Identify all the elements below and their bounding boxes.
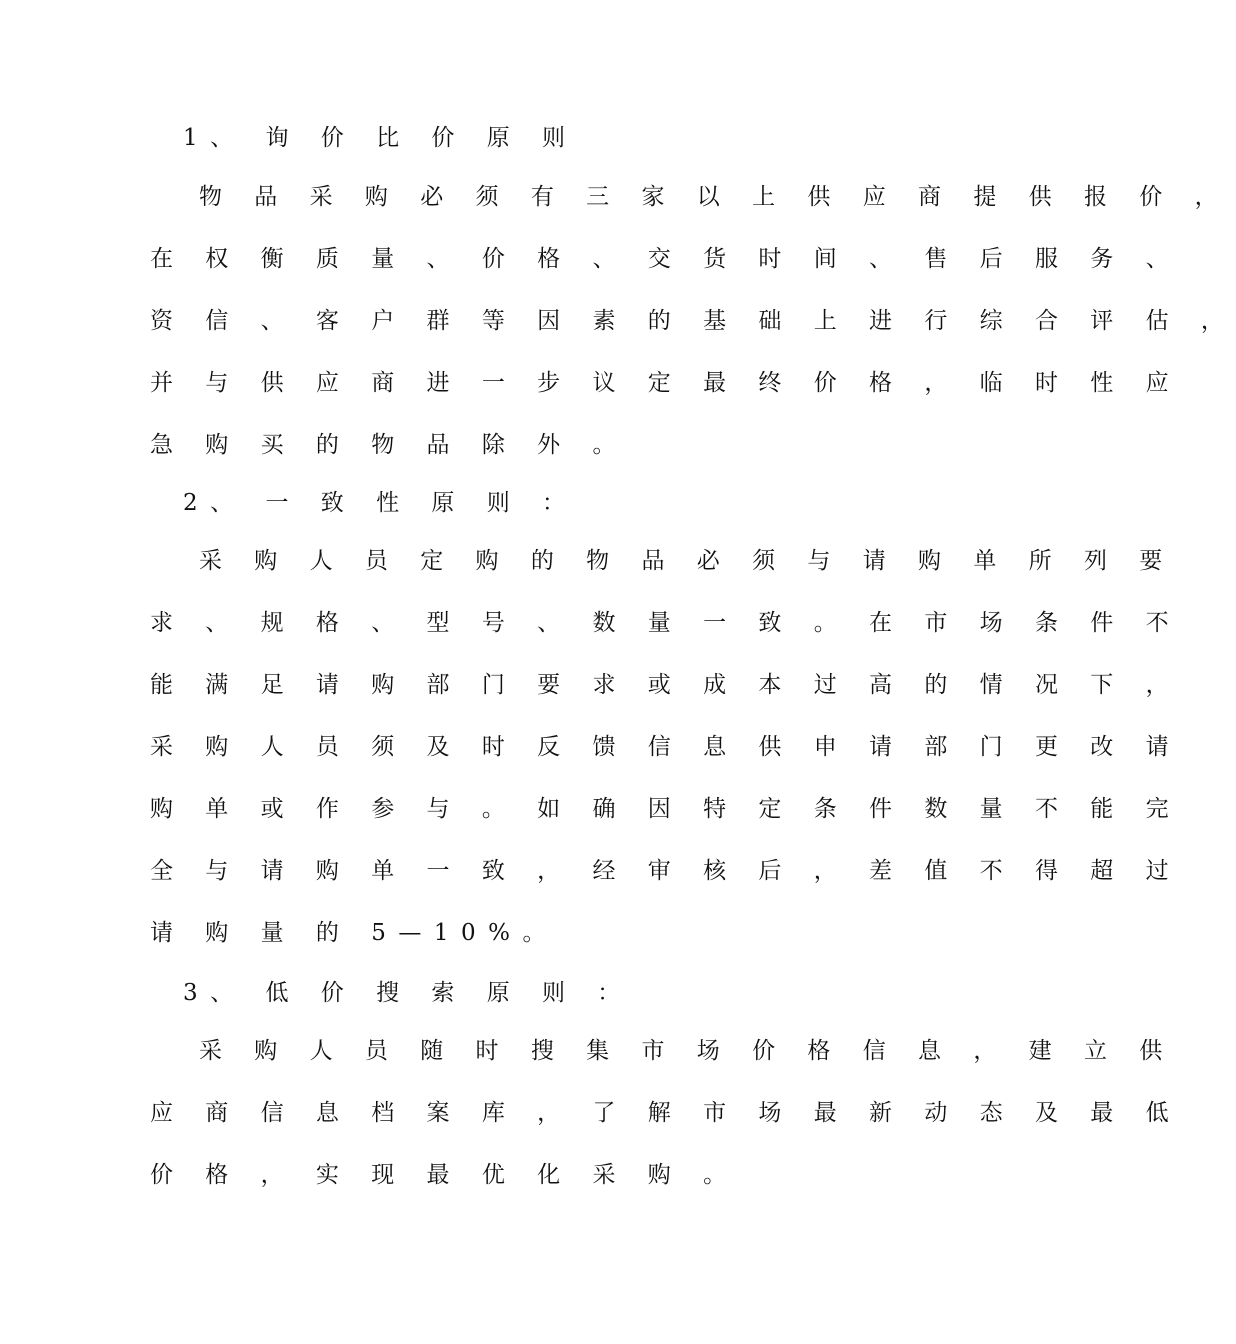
section-3-line-3: 价 格 ， 实 现 最 优 化 采 购 。 <box>150 1162 739 1188</box>
section-2-line-3: 能 满 足 请 购 部 门 要 求 或 成 本 过 高 的 情 况 下 ， <box>150 672 1182 698</box>
section-2-line-7: 请 购 量 的 5—10%。 <box>150 920 558 946</box>
section-2-line-2: 求 、 规 格 、 型 号 、 数 量 一 致 。 在 市 场 条 件 不 <box>150 610 1182 636</box>
section-2-line-1: 采 购 人 员 定 购 的 物 品 必 须 与 请 购 单 所 列 要 <box>199 548 1175 574</box>
section-2-line-4: 采 购 人 员 须 及 时 反 馈 信 息 供 申 请 部 门 更 改 请 <box>150 734 1182 760</box>
section-1-line-5: 急 购 买 的 物 品 除 外 。 <box>150 432 628 458</box>
section-1-line-4: 并 与 供 应 商 进 一 步 议 定 最 终 价 格 ， 临 时 性 应 <box>150 370 1182 396</box>
section-3-line-1: 采 购 人 员 随 时 搜 集 市 场 价 格 信 息 ， 建 立 供 <box>199 1038 1175 1064</box>
section-3-heading: 3、 低 价 搜 索 原 则 ： <box>183 980 633 1006</box>
section-2-line-5: 购 单 或 作 参 与 。 如 确 因 特 定 条 件 数 量 不 能 完 <box>150 796 1182 822</box>
section-1-line-3: 资 信 、 客 户 群 等 因 素 的 基 础 上 进 行 综 合 评 估 ， <box>150 308 1236 334</box>
section-1-line-1: 物 品 采 购 必 须 有 三 家 以 上 供 应 商 提 供 报 价 ， <box>199 184 1231 210</box>
section-2-line-6: 全 与 请 购 单 一 致 ， 经 审 核 后 ， 差 值 不 得 超 过 <box>150 858 1182 884</box>
section-1-line-2: 在 权 衡 质 量 、 价 格 、 交 货 时 间 、 售 后 服 务 、 <box>150 246 1182 272</box>
section-3-line-2: 应 商 信 息 档 案 库 ， 了 解 市 场 最 新 动 态 及 最 低 <box>150 1100 1182 1126</box>
section-2-heading: 2、 一 致 性 原 则 ： <box>183 490 578 516</box>
section-1-heading: 1、 询 价 比 价 原 则 <box>183 125 578 151</box>
